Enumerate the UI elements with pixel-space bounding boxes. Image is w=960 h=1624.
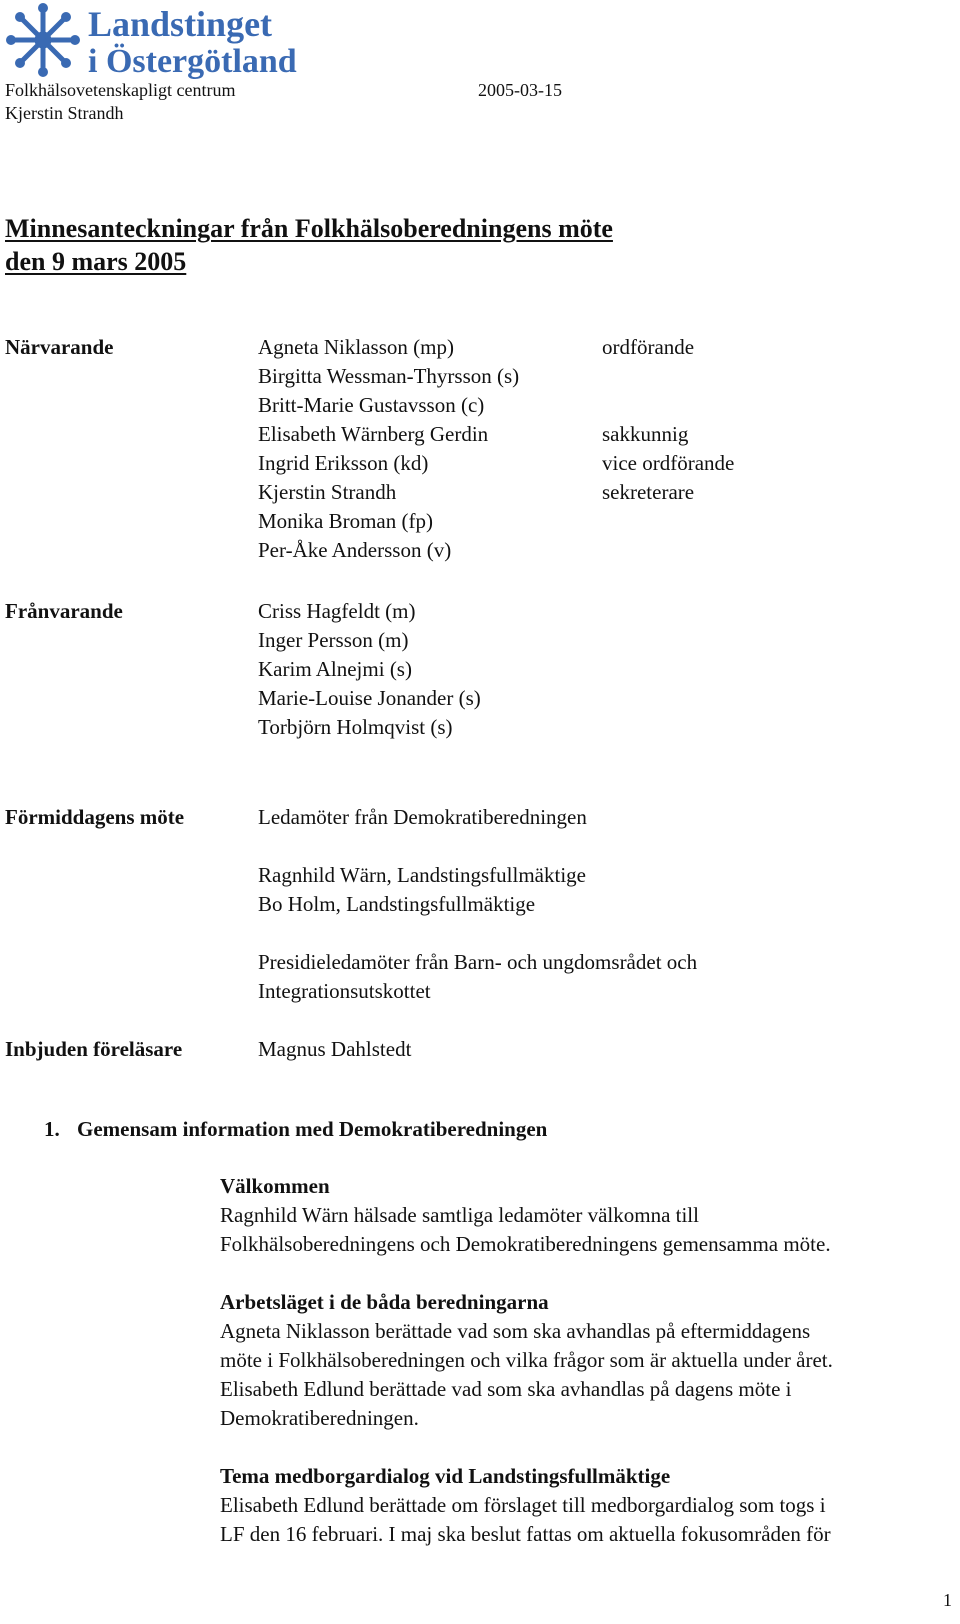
- absent-name: Inger Persson (m): [258, 628, 409, 652]
- present-name: Per-Åke Andersson (v): [258, 538, 452, 562]
- present-name: Elisabeth Wärnberg Gerdin: [258, 422, 489, 446]
- organization-logo: [4, 2, 314, 82]
- title-line-1: Minnesanteckningar från Folkhälsoberedningens möte: [5, 214, 613, 243]
- block-heading: Tema medborgardialog vid Landstingsfullmäktige: [220, 1464, 671, 1488]
- morning-group2: [258, 948, 697, 1006]
- block-line: Folkhälsoberedningens och Demokratiberedningens gemensamma möte.: [220, 1232, 831, 1256]
- present-label: Närvarande: [5, 335, 114, 359]
- block-line: Elisabeth Edlund berättade vad som ska avhandlas på dagens möte i: [220, 1377, 792, 1401]
- present-role: [602, 536, 734, 565]
- morning-member: Ragnhild Wärn, Landstingsfullmäktige: [258, 863, 586, 887]
- header-department: Folkhälsovetenskapligt centrum: [5, 80, 236, 100]
- present-role: sakkunnig: [602, 422, 689, 446]
- absent-label: Frånvarande: [5, 599, 123, 623]
- absent-name: Criss Hagfeldt (m): [258, 599, 416, 623]
- title-line-2: den 9 mars 2005: [5, 247, 187, 276]
- present-name: Kjerstin Strandh: [258, 480, 397, 504]
- present-roles: [602, 333, 734, 565]
- block-line: LF den 16 februari. I maj ska beslut fattas om aktuella fokusområden för: [220, 1522, 831, 1546]
- present-names: [258, 333, 519, 565]
- section-block-welcome: [220, 1172, 831, 1259]
- block-heading: Arbetsläget i de båda beredningarna: [220, 1290, 549, 1314]
- morning-member: Bo Holm, Landstingsfullmäktige: [258, 892, 536, 916]
- morning-group2-line: Presidieledamöter från Barn- och ungdomsrådet och: [258, 950, 698, 974]
- lecturer-label: Inbjuden föreläsare: [5, 1037, 183, 1061]
- present-role: ordförande: [602, 335, 695, 359]
- page-title: [5, 212, 613, 278]
- header-date: 2005-03-15: [478, 80, 562, 100]
- block-line: Elisabeth Edlund berättade om förslaget till medborgardialog som togs i: [220, 1493, 826, 1517]
- block-heading: Välkommen: [220, 1174, 330, 1198]
- logo-line1: Landstinget: [88, 4, 273, 44]
- present-name: Ingrid Eriksson (kd): [258, 451, 429, 475]
- section-heading: [44, 1115, 547, 1144]
- present-role: [602, 391, 734, 420]
- page-number: 1: [943, 1590, 952, 1610]
- block-line: Ragnhild Wärn hälsade samtliga ledamöter välkomna till: [220, 1203, 699, 1227]
- block-line: Demokratiberedningen.: [220, 1406, 419, 1430]
- morning-label: Förmiddagens möte: [5, 805, 185, 829]
- section-block-status: [220, 1288, 833, 1433]
- absent-names: [258, 597, 481, 742]
- header-author: Kjerstin Strandh: [5, 103, 124, 123]
- section-block-theme: [220, 1462, 831, 1549]
- present-name: Monika Broman (fp): [258, 509, 433, 533]
- morning-members: [258, 861, 586, 919]
- present-role: [602, 362, 734, 391]
- present-name: Birgitta Wessman-Thyrsson (s): [258, 364, 520, 388]
- lecturer-name: Magnus Dahlstedt: [258, 1037, 412, 1061]
- logo-line2: i Östergötland: [88, 43, 297, 80]
- block-line: Agneta Niklasson berättade vad som ska avhandlas på eftermiddagens: [220, 1319, 811, 1343]
- present-role: sekreterare: [602, 480, 695, 504]
- section-title: Gemensam information med Demokratiberedningen: [77, 1117, 548, 1141]
- morning-group2-line: Integrationsutskottet: [258, 979, 431, 1003]
- present-role: vice ordförande: [602, 451, 735, 475]
- absent-name: Karim Alnejmi (s): [258, 657, 412, 681]
- absent-name: Torbjörn Holmqvist (s): [258, 715, 453, 739]
- present-role: [602, 507, 734, 536]
- block-line: möte i Folkhälsoberedningen och vilka frågor som är aktuella under året.: [220, 1348, 833, 1372]
- present-name: Agneta Niklasson (mp): [258, 335, 454, 359]
- flower-emblem-icon: [6, 3, 80, 77]
- morning-group1: Ledamöter från Demokratiberedningen: [258, 805, 587, 829]
- absent-name: Marie-Louise Jonander (s): [258, 686, 481, 710]
- section-number: 1.: [44, 1117, 60, 1141]
- present-name: Britt-Marie Gustavsson (c): [258, 393, 485, 417]
